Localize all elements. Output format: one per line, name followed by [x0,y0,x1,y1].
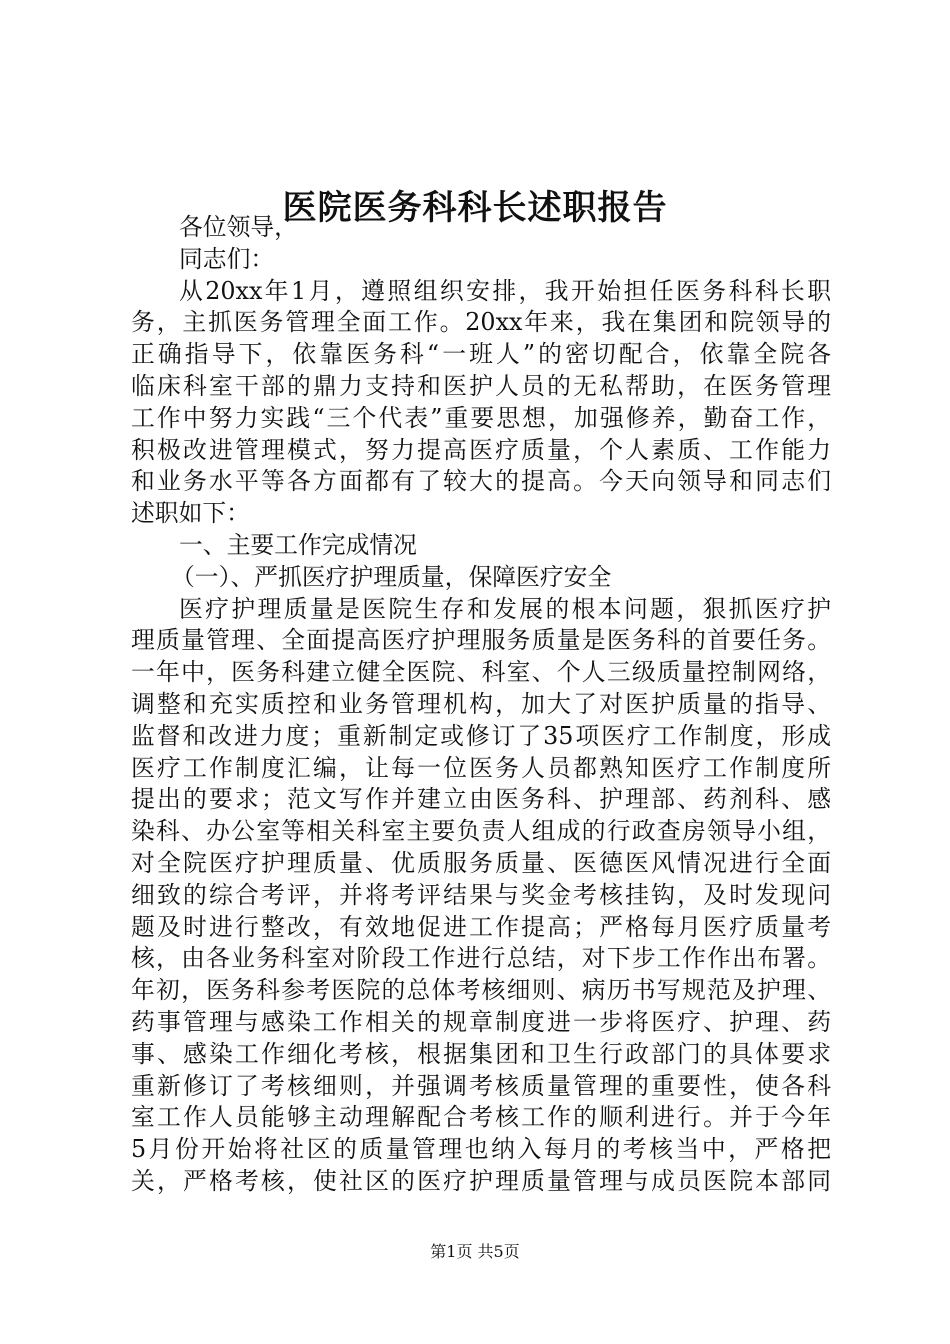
text-line: 工作中努力实践“三个代表”重要思想，加强修养，勤奋工作， [131,403,831,432]
text-line: 关，严格考核，使社区的医疗护理质量管理与成员医院本部同 [131,1166,831,1195]
text-line: 积极改进管理模式，努力提高医疗质量，个人素质、工作能力 [131,435,831,464]
document-title: 医院医务科科长述职报告 [282,188,668,228]
text-line: 提出的要求；范文写作并建立由医务科、护理部、药剂科、感 [131,785,831,814]
text-line: 医疗护理质量是医院生存和发展的根本问题，狠抓医疗护 [179,594,831,623]
text-line: 一、主要工作完成情况 [179,530,417,559]
text-line: 调整和充实质控和业务管理机构，加大了对医护质量的指导、 [131,689,831,718]
text-line: 务，主抓医务管理全面工作。20xx年来，我在集团和院领导的 [131,308,831,337]
text-line: 年初，医务科参考医院的总体考核细则、病历书写规范及护理、 [131,976,831,1005]
text-line: 监督和改进力度；重新制定或修订了35项医疗工作制度，形成 [131,721,831,750]
text-line: 述职如下： [131,499,250,528]
text-line: 同志们： [179,244,275,273]
text-line: 事、感染工作细化考核，根据集团和卫生行政部门的具体要求 [131,1039,831,1068]
text-line: 一年中，医务科建立健全医院、科室、个人三级质量控制网络， [131,658,831,687]
text-line: 室工作人员能够主动理解配合考核工作的顺利进行。并于今年 [131,1103,831,1132]
text-line: 重新修订了考核细则，并强调考核质量管理的重要性，使各科 [131,1071,831,1100]
text-line: 核，由各业务科室对阶段工作进行总结，对下步工作作出布署。 [131,944,831,973]
page-footer: 第1页 共5页 [430,1242,520,1261]
text-line: 对全院医疗护理质量、优质服务质量、医德医风情况进行全面 [131,848,831,877]
text-line: 理质量管理、全面提高医疗护理服务质量是医务科的首要任务。 [131,626,831,655]
text-line: 染科、办公室等相关科室主要负责人组成的行政查房领导小组， [131,817,831,846]
text-line: （一）、严抓医疗护理质量，保障医疗安全 [171,562,612,591]
text-line: 题及时进行整改，有效地促进工作提高；严格每月医疗质量考 [131,912,831,941]
document-body [131,212,831,1198]
text-line: 正确指导下，依靠医务科“一班人”的密切配合，依靠全院各 [131,340,831,369]
text-line: 临床科室干部的鼎力支持和医护人员的无私帮助，在医务管理 [131,371,831,400]
text-line: 和业务水平等各方面都有了较大的提高。今天向领导和同志们 [131,467,831,496]
text-line: 从20xx年1月，遵照组织安排，我开始担任医务科科长职 [179,276,831,305]
text-line: 细致的综合考评，并将考评结果与奖金考核挂钩，及时发现问 [131,880,831,909]
text-line: 各位领导， [179,213,298,241]
text-line: 药事管理与感染工作相关的规章制度进一步将医疗、护理、药 [131,1007,831,1036]
text-line: 5月份开始将社区的质量管理也纳入每月的考核当中，严格把 [131,1135,831,1164]
text-line: 医疗工作制度汇编，让每一位医务人员都熟知医疗工作制度所 [131,753,831,782]
